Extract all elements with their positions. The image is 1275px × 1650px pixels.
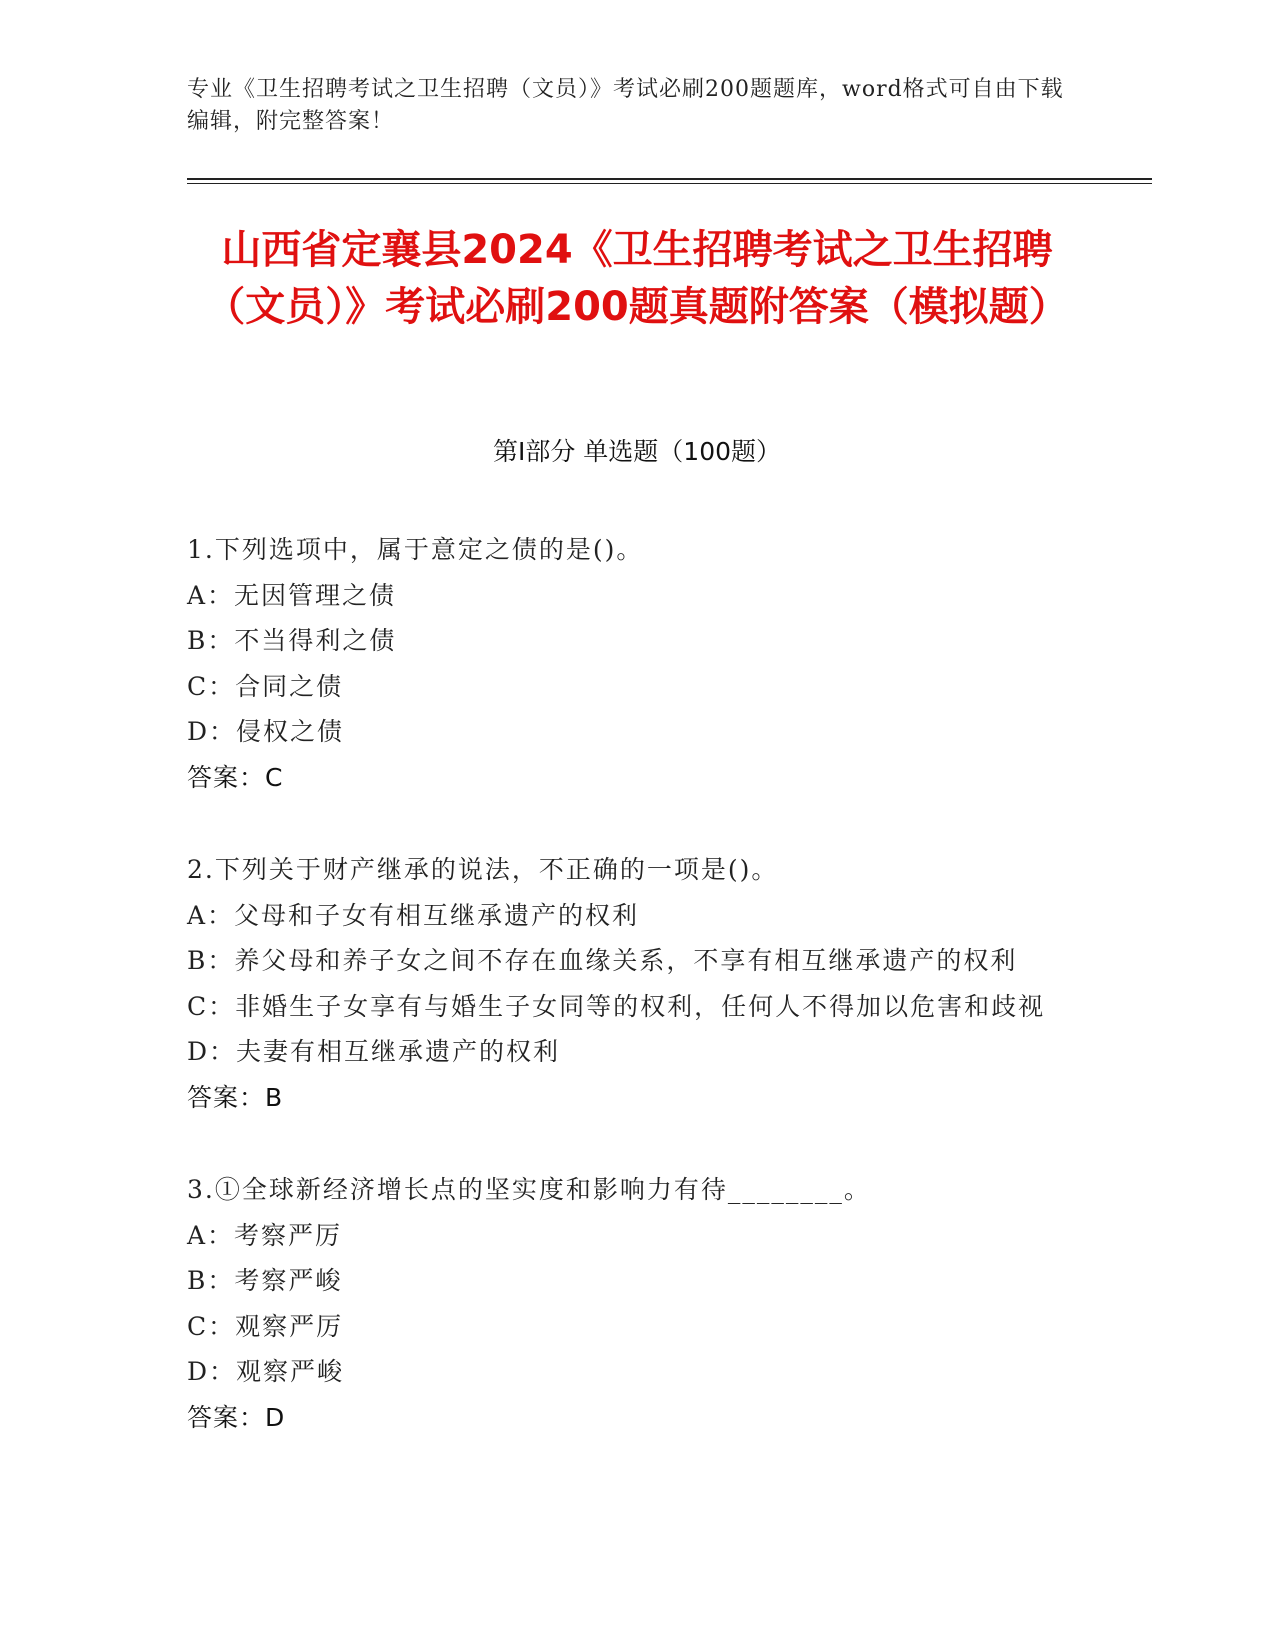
question-stem: 2.下列关于财产继承的说法，不正确的一项是()。 (187, 855, 779, 884)
document-title: 山西省定襄县2024《卫生招聘考试之卫生招聘（文员）》考试必刷200题真题附答案（模拟题） (205, 227, 1069, 330)
option-d: D：夫妻有相互继承遗产的权利 (187, 1037, 561, 1066)
question-1 (187, 527, 1087, 800)
question-list (187, 527, 1087, 1487)
header-divider-thick (187, 178, 1152, 180)
option-a: A：无因管理之债 (187, 580, 397, 610)
answer-line: 答案：D (187, 1402, 286, 1432)
option-b: B：不当得利之债 (187, 626, 397, 655)
option-c: C：非婚生子女享有与婚生子女同等的权利，任何人不得加以危害和歧视 (187, 991, 1046, 1021)
header-divider-thin (187, 183, 1152, 184)
option-c: C：合同之债 (187, 671, 344, 701)
option-a: A：考察严厉 (187, 1220, 343, 1250)
header-note: 专业《卫生招聘考试之卫生招聘（文员）》考试必刷200题题库，word格式可自由下载编辑，附完整答案！ (187, 77, 1064, 134)
question-3 (187, 1167, 1087, 1440)
question-stem: 1.下列选项中，属于意定之债的是()。 (187, 535, 644, 564)
option-b: B：考察严峻 (187, 1266, 343, 1295)
option-b: B：养父母和养子女之间不存在血缘关系，不享有相互继承遗产的权利 (187, 946, 1018, 975)
answer-line: 答案：B (187, 1082, 284, 1112)
option-d: D：侵权之债 (187, 717, 345, 746)
option-c: C：观察严厉 (187, 1311, 344, 1341)
option-a: A：父母和子女有相互继承遗产的权利 (187, 900, 640, 930)
option-d: D：观察严峻 (187, 1357, 345, 1386)
answer-line: 答案：C (187, 762, 284, 792)
question-2 (187, 847, 1087, 1120)
question-stem: 3.①全球新经济增长点的坚实度和影响力有待________。 (187, 1175, 871, 1204)
section-title: 第Ⅰ部分 单选题（100题） (492, 437, 782, 466)
